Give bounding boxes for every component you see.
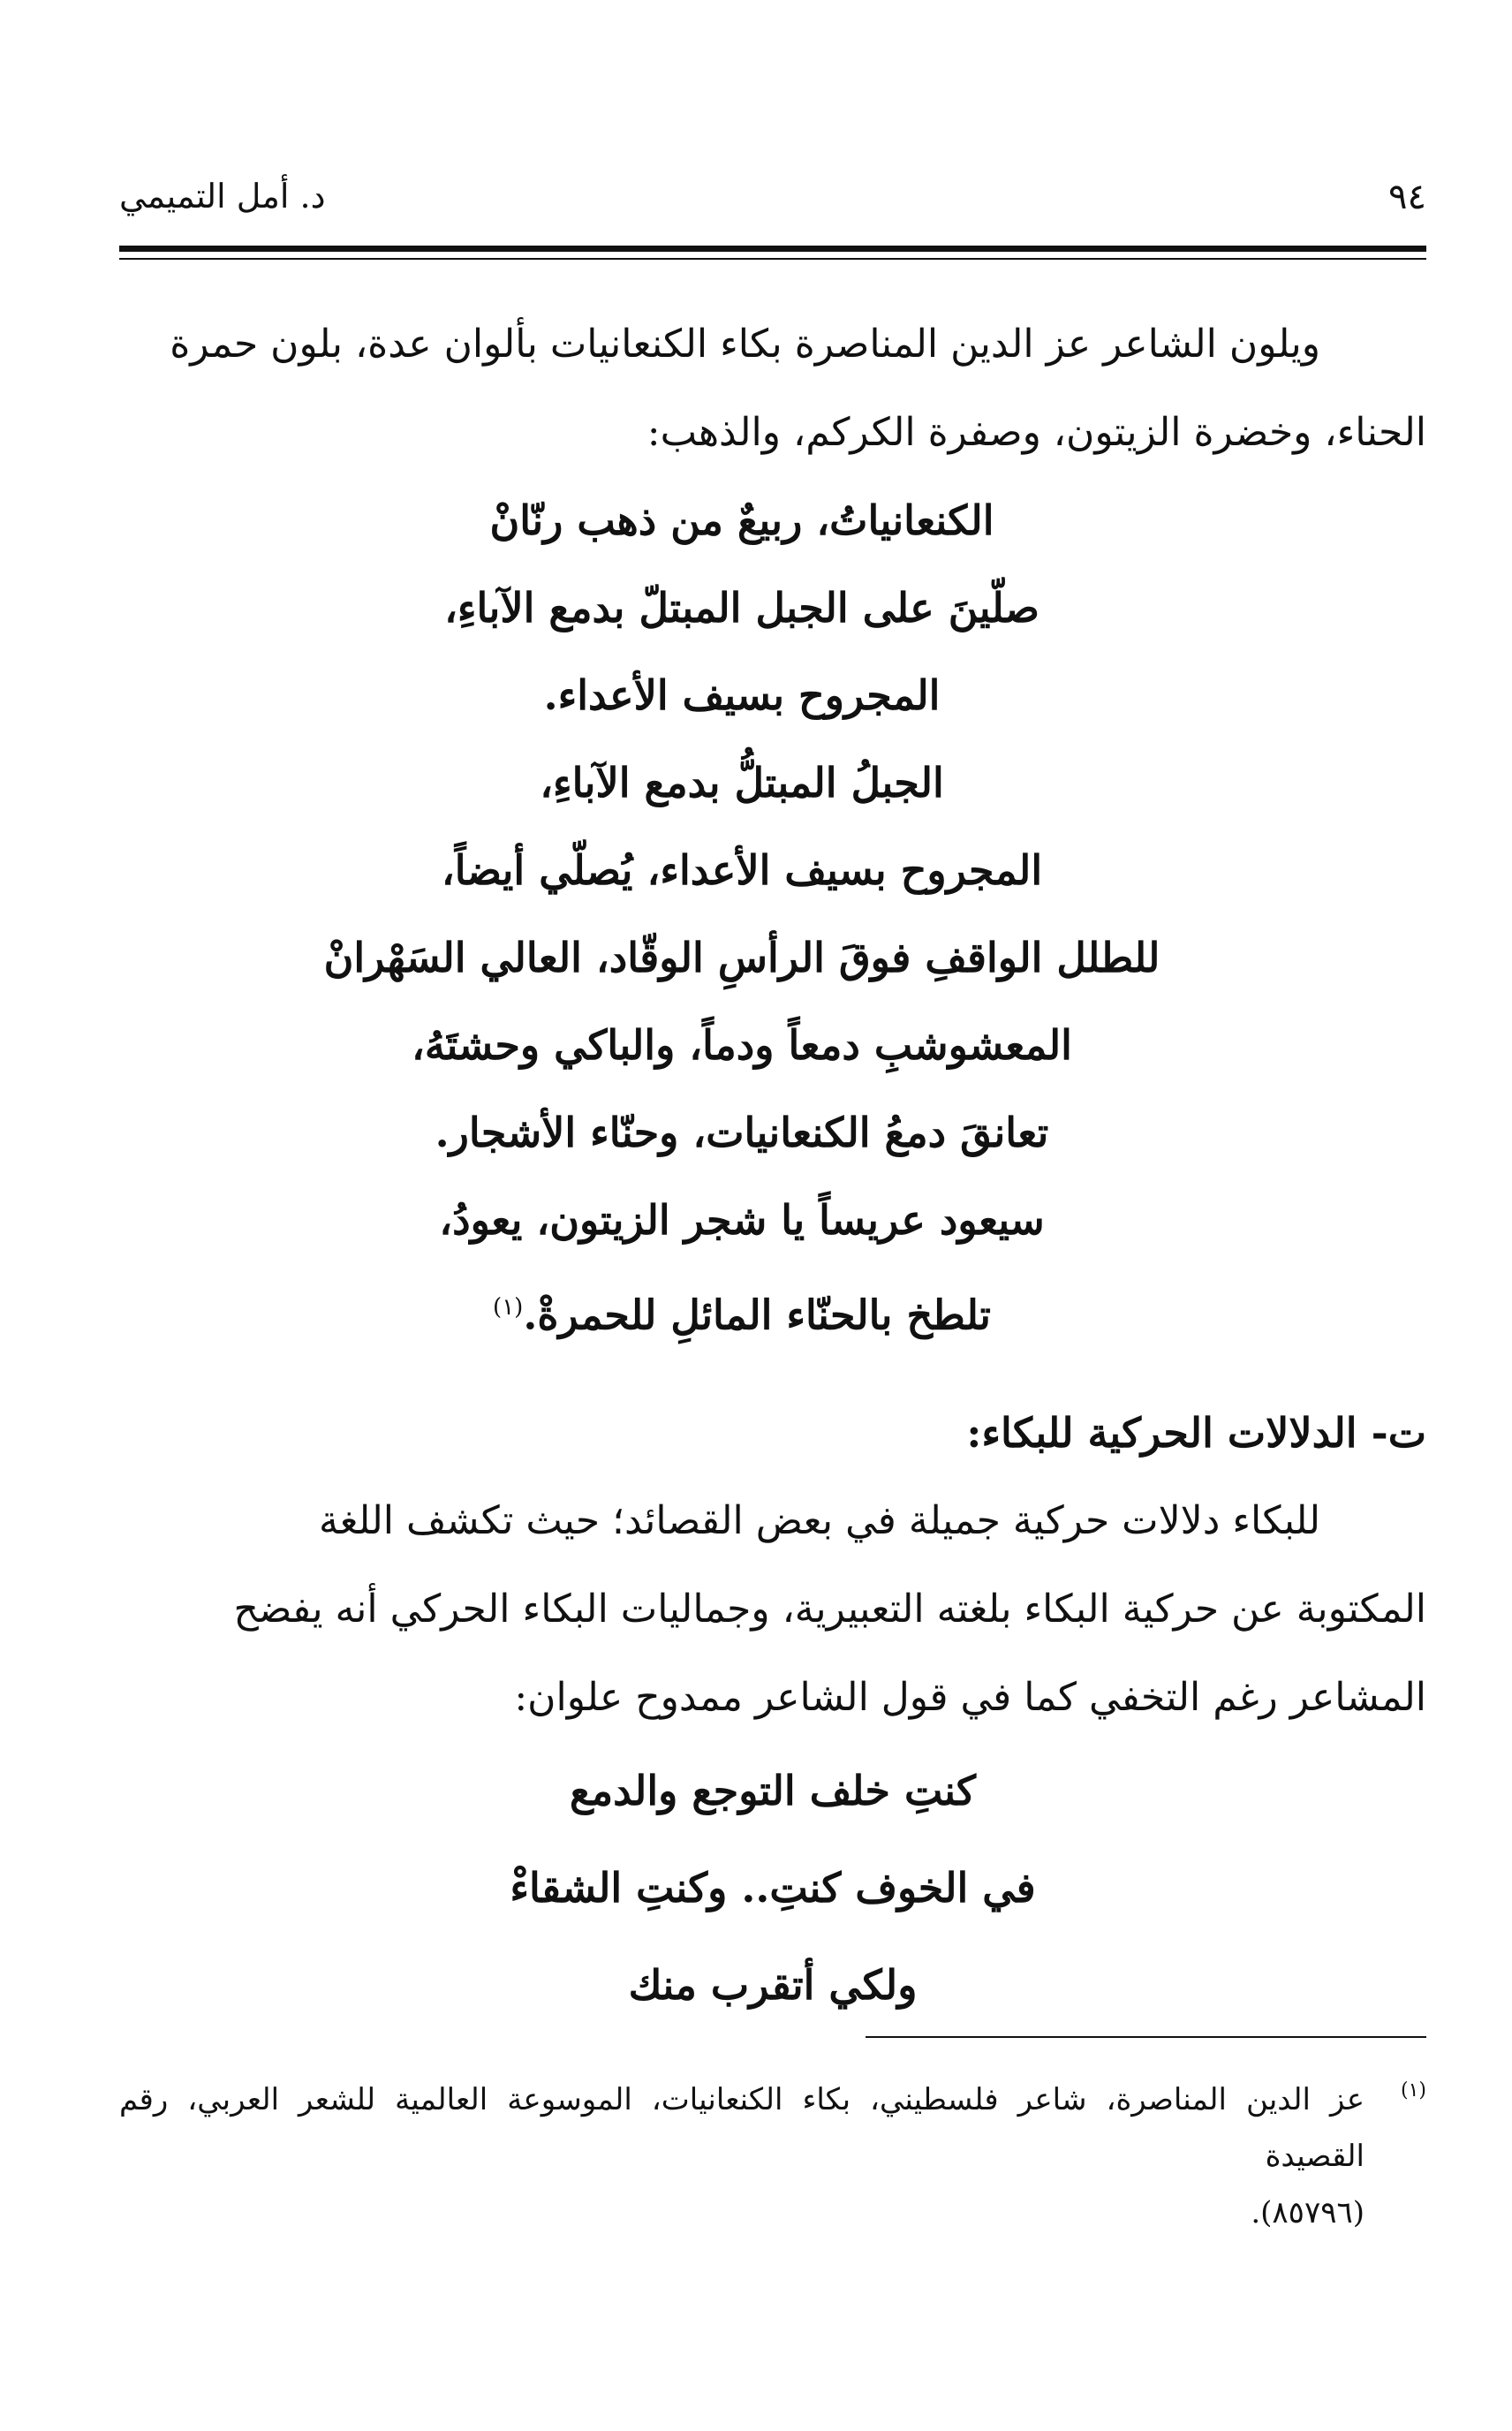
section-para-line-1: للبكاء دلالات حركية جميلة في بعض القصائد؛ حيث تكشف اللغة — [319, 1498, 1320, 1544]
poem-1-line: سيعود عريساً يا شجر الزيتون، يعودُ، — [439, 1196, 1045, 1244]
page-header — [119, 177, 1426, 247]
main-text — [119, 300, 1426, 2033]
poem-1-line: الجبلُ المبتلُّ بدمع الآباءِ، — [540, 759, 944, 807]
poem-1-line: المعشوشبِ دمعاً ودماً، والباكي وحشتَهُ، — [412, 1021, 1072, 1069]
poem-1-line: المجروح بسيف الأعداء، يُصلّي أيضاً، — [441, 846, 1043, 894]
footnote — [119, 2071, 1426, 2241]
footnote-separator — [866, 2036, 1426, 2038]
footnote-line-2: (٨٥٧٩٦). — [1251, 2195, 1365, 2230]
footnote-line-1: عز الدين المناصرة، شاعر فلسطيني، بكاء الكنعانيات، الموسوعة العالمية للشعر العربي، رقم القصيدة — [119, 2082, 1365, 2174]
poem-2-line: ولكي أتقرب منك — [628, 1961, 918, 2010]
section-para-line-2: المكتوبة عن حركية البكاء بلغته التعبيرية، وجماليات البكاء الحركي أنه يفضح — [233, 1587, 1426, 1632]
section-heading: ت- الدلالات الحركية للبكاء: — [966, 1409, 1426, 1458]
poem-1-line-text: تلطخ بالحنّاء المائلِ للحمرةْ. — [523, 1291, 991, 1339]
header-rule-thick — [119, 246, 1426, 252]
footnote-reference: (١) — [493, 1294, 524, 1321]
poem-1 — [119, 477, 1426, 1359]
poem-2-line: كنتِ خلف التوجع والدمع — [570, 1767, 976, 1815]
poem-2-line: في الخوف كنتِ.. وكنتِ الشقاءْ — [510, 1864, 1036, 1912]
running-title: د. أمل التميمي — [119, 177, 326, 216]
section-para-line-3: المشاعر رغم التخفي كما في قول الشاعر ممدوح علوان: — [514, 1675, 1426, 1721]
poem-1-line: صلّينَ على الجبل المبتلّ بدمع الآباءِ، — [444, 584, 1040, 632]
header-rule-thin — [119, 258, 1426, 260]
poem-1-line: للطلل الواقفِ فوقَ الرأسِ الوقّاد، العالي السَهْرانْ — [323, 934, 1160, 981]
poem-1-line: تعانقَ دمعُ الكنعانيات، وحنّاء الأشجار. — [435, 1109, 1049, 1156]
poem-1-line: الكنعانياتُ، ربيعٌ من ذهب رنّانْ — [489, 496, 994, 544]
poem-1-line: المجروح بسيف الأعداء. — [543, 671, 941, 719]
poem-1-last-line — [119, 1264, 1426, 1359]
intro-line-1: ويلون الشاعر عز الدين المناصرة بكاء الكنعانيات بألوان عدة، بلون حمرة — [170, 322, 1320, 367]
intro-line-2: الحناء، وخضرة الزيتون، وصفرة الكركم، والذهب: — [646, 410, 1426, 455]
poem-2 — [119, 1742, 1426, 2033]
page-number: ٩٤ — [1388, 177, 1426, 217]
footnote-marker: (١) — [1400, 2079, 1426, 2102]
